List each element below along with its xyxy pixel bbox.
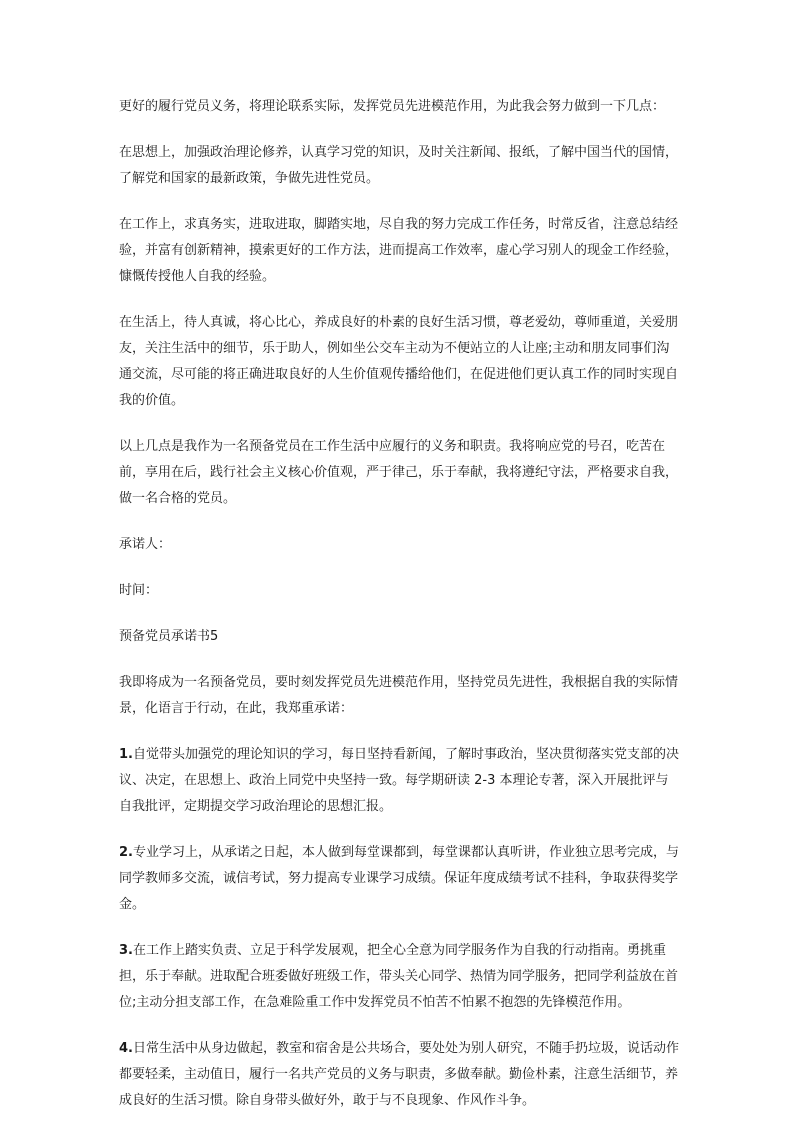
paragraph-summary: 以上几点是我作为一名预备党员在工作生活中应履行的义务和职责。我将响应党的号召，吃苦在前，享用在后，践行社会主义核心价值观，严于律己，乐于奉献，我将遵纪守法，严格要求自我，做一名合格的党员。 [119,439,679,506]
item-number: 4. [119,1041,133,1056]
item-text: 专业学习上，从承诺之日起，本人做到每堂课都到，每堂课都认真听讲，作业独立思考完成，与同学教师多交流，诚信考试，努力提高专业课学习成绩。保证年度成绩考试不挂科，争取获得奖学金。 [119,845,679,912]
item-text: 自觉带头加强党的理论知识的学习，每日坚持看新闻，了解时事政治，坚决贯彻落实党支部的决议、决定，在思想上、政治上同党中央坚持一致。每学期研读 2-3 本理论专著，深入开展批评与自我批评，定期提交学习政治理论的思想汇报。 [119,747,679,814]
signer-label: 承诺人： [119,537,172,552]
commitment-item-3 [119,938,679,1016]
paragraph-commitment-intro: 我即将成为一名预备党员，要时刻发挥党员先进模范作用，坚持党员先进性，我根据自我的实际情景，化语言于行动，在此，我郑重承诺： [119,675,679,716]
item-number: 2. [119,845,133,860]
time-label: 时间： [119,583,159,598]
paragraph-intro-continued: 更好的履行党员义务，将理论联系实际，发挥党员先进模范作用，为此我会努力做到一下几点： [119,99,666,114]
paragraph-life: 在生活上，待人真诚，将心比心，养成良好的朴素的良好生活习惯，尊老爱幼，尊师重道，关爱朋友，关注生活中的细节，乐于助人，例如坐公交车主动为不便站立的人让座;主动和朋友同事们沟通交流，尽可能的将正确进取良好的人生价值观传播给他们，在促进他们更认真工作的同时实现自我的价值。 [119,315,679,408]
document-body [119,94,679,1134]
paragraph-thought: 在思想上，加强政治理论修养，认真学习党的知识，及时关注新闻、报纸，了解中国当代的国情，了解党和国家的最新政策，争做先进性党员。 [119,145,679,186]
item-number: 3. [119,943,133,958]
commitment-item-1 [119,742,679,820]
commitment-item-2 [119,840,679,918]
section-title: 预备党员承诺书5 [119,629,219,644]
commitment-item-4 [119,1036,679,1114]
paragraph-work: 在工作上，求真务实，进取进取，脚踏实地，尽自我的努力完成工作任务，时常反省，注意总结经验，并富有创新精神，摸索更好的工作方法，进而提高工作效率，虚心学习别人的现金工作经验，慷慨传授他人自我的经验。 [119,217,679,284]
item-text: 日常生活中从身边做起，教室和宿舍是公共场合，要处处为别人研究，不随手扔垃圾，说话动作都要轻柔，主动值日，履行一名共产党员的义务与职责，多做奉献。勤俭朴素，注意生活细节，养成良好的生活习惯。除自身带头做好外，敢于与不良现象、作风作斗争。 [119,1041,679,1108]
item-number: 1. [119,747,133,762]
item-text: 在工作上踏实负责、立足于科学发展观，把全心全意为同学服务作为自我的行动指南。勇挑重担，乐于奉献。进取配合班委做好班级工作，带头关心同学、热情为同学服务，把同学利益放在首位;主动分担支部工作，在急难险重工作中发挥党员不怕苦不怕累不抱怨的先锋模范作用。 [119,943,679,1010]
